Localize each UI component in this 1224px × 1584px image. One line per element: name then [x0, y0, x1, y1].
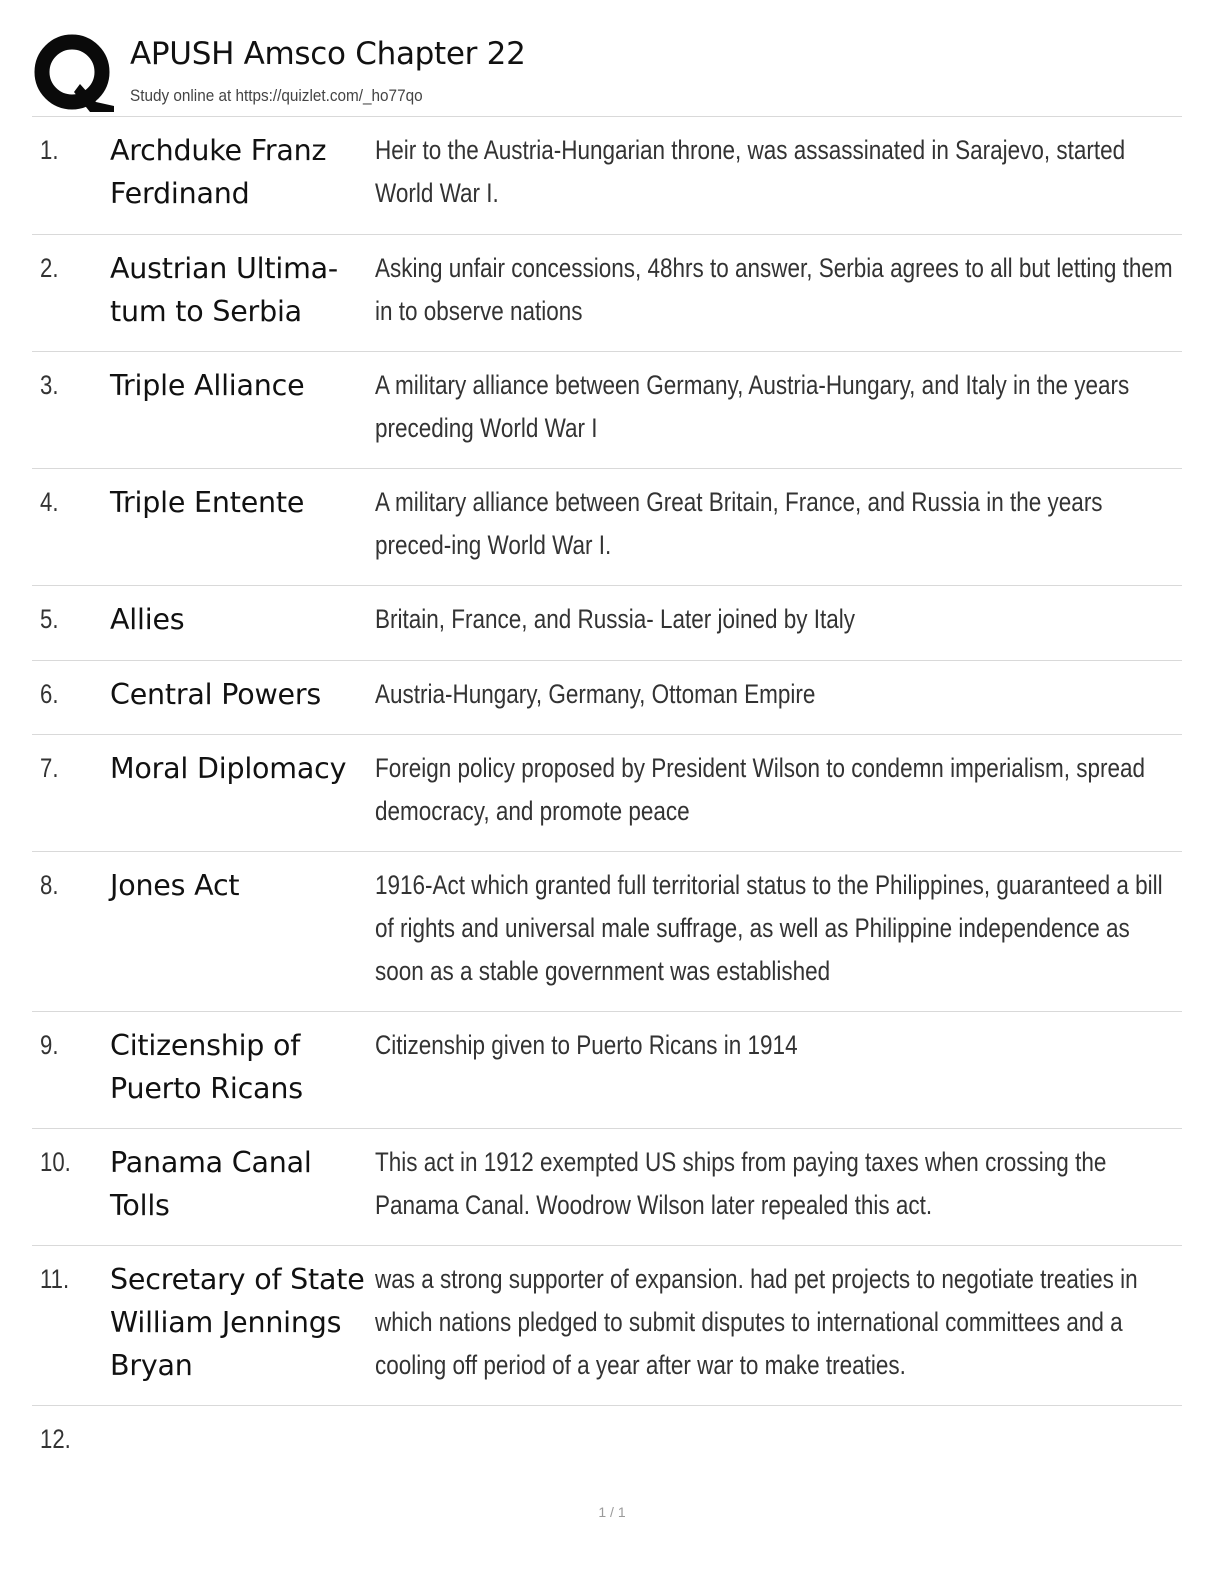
item-term: Jones Act — [110, 869, 240, 902]
list-item — [32, 1129, 1182, 1246]
list-item — [32, 352, 1182, 469]
item-term: Triple Alliance — [110, 369, 305, 402]
item-definition — [375, 1258, 1175, 1387]
item-definition — [375, 747, 1175, 833]
item-term: Panama Canal Tolls — [110, 1146, 312, 1222]
term-list — [32, 117, 1182, 1486]
item-definition-text: Heir to the Austria-Hungarian throne, was assassinated in Sarajevo, started World War I. — [375, 135, 1126, 208]
list-item — [32, 117, 1182, 235]
item-term: Secretary of State William Jennings Bryan — [110, 1263, 365, 1382]
item-definition — [375, 864, 1175, 993]
list-item — [32, 1246, 1182, 1406]
item-definition — [375, 364, 1175, 450]
item-number: 10. — [40, 1147, 71, 1177]
item-term: Archduke Franz Ferdinand — [110, 134, 327, 210]
item-number: 4. — [40, 487, 59, 517]
item-number: 3. — [40, 370, 59, 400]
item-number: 7. — [40, 753, 59, 783]
item-number: 11. — [40, 1264, 70, 1294]
item-term: Moral Diplomacy — [110, 752, 347, 785]
item-number: 5. — [40, 604, 59, 634]
item-definition-text: Asking unfair concessions, 48hrs to answer, Serbia agrees to all but letting them in to observe nations — [375, 253, 1173, 326]
document-title: APUSH Amsco Chapter 22 — [130, 36, 526, 72]
item-definition — [375, 673, 1175, 716]
item-number: 8. — [40, 870, 59, 900]
item-definition — [375, 247, 1175, 333]
item-definition — [375, 129, 1175, 215]
item-term: Austrian Ultima-tum to Serbia — [110, 252, 338, 328]
item-number: 2. — [40, 253, 59, 283]
list-item — [32, 852, 1182, 1012]
list-item — [32, 235, 1182, 352]
item-definition-text: Austria-Hungary, Germany, Ottoman Empire — [375, 679, 816, 709]
list-item — [32, 661, 1182, 735]
study-online-link[interactable]: Study online at https://quizlet.com/_ho77qo — [130, 86, 423, 105]
item-definition — [375, 1141, 1175, 1227]
list-item — [32, 1406, 1182, 1486]
quizlet-logo-icon — [32, 32, 116, 116]
item-term: Allies — [110, 603, 185, 636]
item-definition — [375, 481, 1175, 567]
item-definition-text: was a strong supporter of expansion. had pet projects to negotiate treaties in which nations pledged to submit disputes to international committees and a cooling off period of a year after war to make treaties. — [375, 1264, 1138, 1380]
item-term: Central Powers — [110, 678, 322, 711]
list-item — [32, 586, 1182, 661]
item-number: 6. — [40, 679, 59, 709]
item-definition-text: A military alliance between Germany, Austria-Hungary, and Italy in the years preceding World War I — [375, 370, 1130, 443]
page-header — [32, 30, 1182, 116]
item-definition-text: A military alliance between Great Britain, France, and Russia in the years preced-ing World War I. — [375, 487, 1103, 560]
list-item — [32, 469, 1182, 586]
list-item — [32, 1012, 1182, 1129]
list-item — [32, 735, 1182, 852]
item-term: Triple Entente — [110, 486, 305, 519]
item-definition-text: 1916-Act which granted full territorial status to the Philippines, guaranteed a bill of rights and universal male suffrage, as well as Philippine independence as soon as a stable government was established — [375, 870, 1163, 986]
item-number: 1. — [40, 135, 59, 165]
item-number: 9. — [40, 1030, 59, 1060]
item-number: 12. — [40, 1424, 71, 1454]
item-definition-text: Citizenship given to Puerto Ricans in 1914 — [375, 1030, 798, 1060]
item-term: Citizenship of Puerto Ricans — [110, 1029, 303, 1105]
page-indicator: 1 / 1 — [598, 1504, 626, 1520]
item-definition-text: This act in 1912 exempted US ships from paying taxes when crossing the Panama Canal. Woodrow Wilson later repealed this act. — [375, 1147, 1107, 1220]
item-definition — [375, 598, 1175, 641]
item-definition-text: Foreign policy proposed by President Wilson to condemn imperialism, spread democracy, and promote peace — [375, 753, 1146, 826]
item-definition-text: Britain, France, and Russia- Later joined by Italy — [375, 604, 856, 634]
item-definition — [375, 1024, 1175, 1067]
